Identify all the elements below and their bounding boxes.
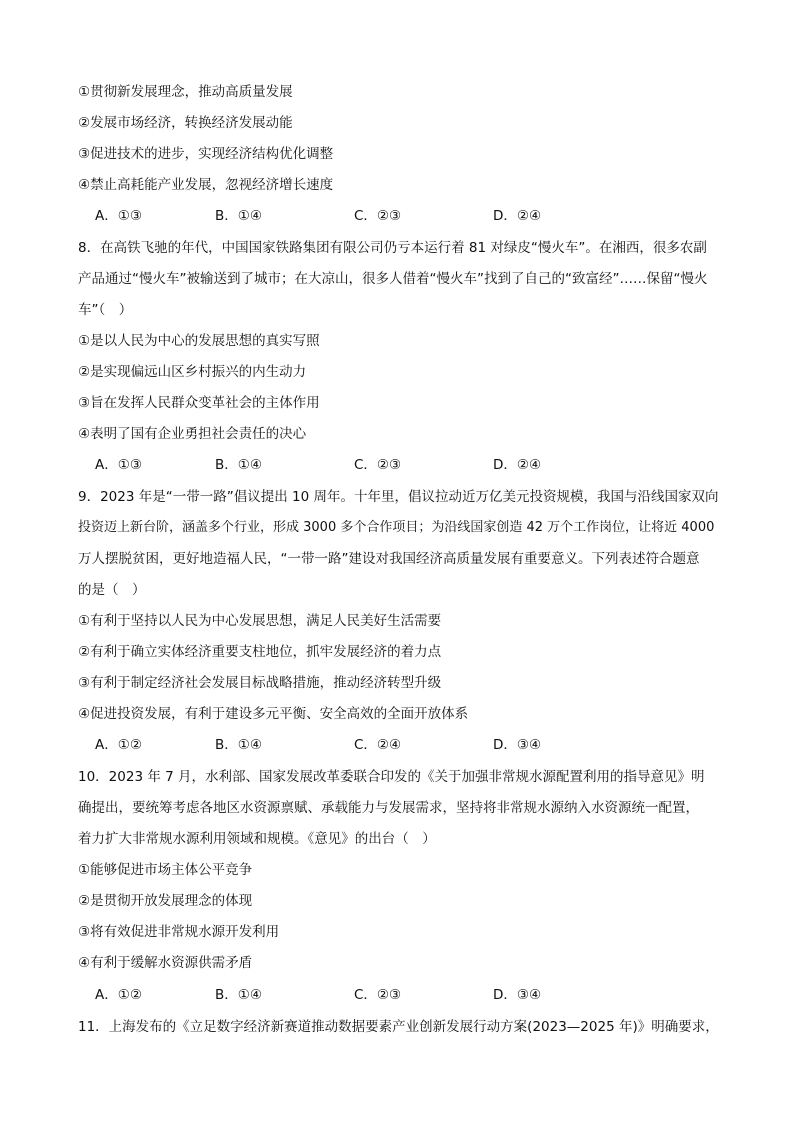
q9-stem-line-3: 万人摆脱贫困，更好地造福人民，“一带一路”建设对我国经济高质量发展有重要意义。下列表述符合题意: [78, 551, 700, 567]
q7-option-1: ①贯彻新发展理念，推动高质量发展: [78, 84, 293, 100]
q8-option-3: ③旨在发挥人民群众变革社会的主体作用: [78, 395, 320, 411]
q8-choice-c: C．②③: [354, 457, 402, 473]
q9-stem-line-4: 的是（ ）: [78, 582, 146, 598]
q11-stem-line-1: 11．上海发布的《立足数字经济新赛道推动数据要素产业创新发展行动方案(2023—2025 年)》明确要求，: [78, 1019, 719, 1035]
q7-choices: [95, 206, 655, 226]
q10-stem-line-2: 确提出，要统筹考虑各地区水资源禀赋、承载能力与发展需求，坚持将非常规水源纳入水资源统一配置，: [78, 800, 699, 816]
q7-choice-a: A．①③: [95, 208, 142, 224]
q8-choice-a: A．①③: [95, 457, 142, 473]
q10-stem-line-3: 着力扩大非常规水源利用领域和规模。《意见》的出台（ ）: [78, 831, 436, 847]
q9-stem-line-2: 投资迈上新台阶，涵盖多个行业，形成 3000 多个合作项目；为沿线国家创造 42 万个工作岗位，让将近 4000: [78, 520, 715, 535]
q10-option-3: ③将有效促进非常规水源开发利用: [78, 924, 280, 940]
q8-stem-line-2: 产品通过“慢火车”被输送到了城市；在大凉山，很多人借着“慢火车”找到了自己的“致富经”……保留“慢火: [78, 271, 708, 287]
q8-option-2: ②是实现偏远山区乡村振兴的内生动力: [78, 364, 307, 380]
q9-option-1: ①有利于坚持以人民为中心发展思想，满足人民美好生活需要: [78, 613, 442, 629]
q8-stem-line-3: 车”（ ）: [78, 302, 133, 318]
q10-option-1: ①能够促进市场主体公平竞争: [78, 862, 253, 878]
q7-choice-d: D．②④: [493, 208, 542, 224]
q9-choices: [95, 735, 655, 755]
q7-choice-c: C．②③: [354, 208, 402, 224]
q8-choice-b: B．①④: [215, 457, 262, 473]
q9-choice-d: D．③④: [493, 737, 542, 753]
q8-option-1: ①是以人民为中心的发展思想的真实写照: [78, 333, 320, 349]
q7-option-2: ②发展市场经济，转换经济发展动能: [78, 115, 293, 131]
q10-choices: [95, 985, 655, 1005]
q10-stem-line-1: 10．2023 年 7 月，水利部、国家发展改革委联合印发的《关于加强非常规水源配置利用的指导意见》明: [78, 769, 705, 785]
q8-stem-line-1: 8．在高铁飞驰的年代，中国国家铁路集团有限公司仍亏本运行着 81 对绿皮“慢火车”。在湘西，很多农副: [78, 240, 707, 256]
q10-choice-a: A．①②: [95, 987, 142, 1003]
q9-choice-b: B．①④: [215, 737, 262, 753]
q9-stem-line-1: 9．2023 年是“一带一路”倡议提出 10 周年。十年里，倡议拉动近万亿美元投资规模，我国与沿线国家双向: [78, 489, 719, 505]
q9-choice-c: C．②④: [354, 737, 402, 753]
q10-option-2: ②是贯彻开放发展理念的体现: [78, 893, 253, 909]
q10-choice-c: C．②③: [354, 987, 402, 1003]
q8-choices: [95, 455, 655, 475]
q9-option-2: ②有利于确立实体经济重要支柱地位，抓牢发展经济的着力点: [78, 644, 442, 660]
q9-option-4: ④促进投资发展，有利于建设多元平衡、安全高效的全面开放体系: [78, 706, 469, 722]
q9-choice-a: A．①②: [95, 737, 142, 753]
q10-choice-d: D．③④: [493, 987, 542, 1003]
q8-choice-d: D．②④: [493, 457, 542, 473]
q10-option-4: ④有利于缓解水资源供需矛盾: [78, 955, 253, 971]
q8-option-4: ④表明了国有企业勇担社会责任的决心: [78, 426, 307, 442]
q7-option-3: ③促进技术的进步，实现经济结构优化调整: [78, 146, 334, 162]
q7-option-4: ④禁止高耗能产业发展，忽视经济增长速度: [78, 177, 334, 193]
q7-choice-b: B．①④: [215, 208, 262, 224]
q9-option-3: ③有利于制定经济社会发展目标战略措施，推动经济转型升级: [78, 675, 442, 691]
q10-choice-b: B．①④: [215, 987, 262, 1003]
